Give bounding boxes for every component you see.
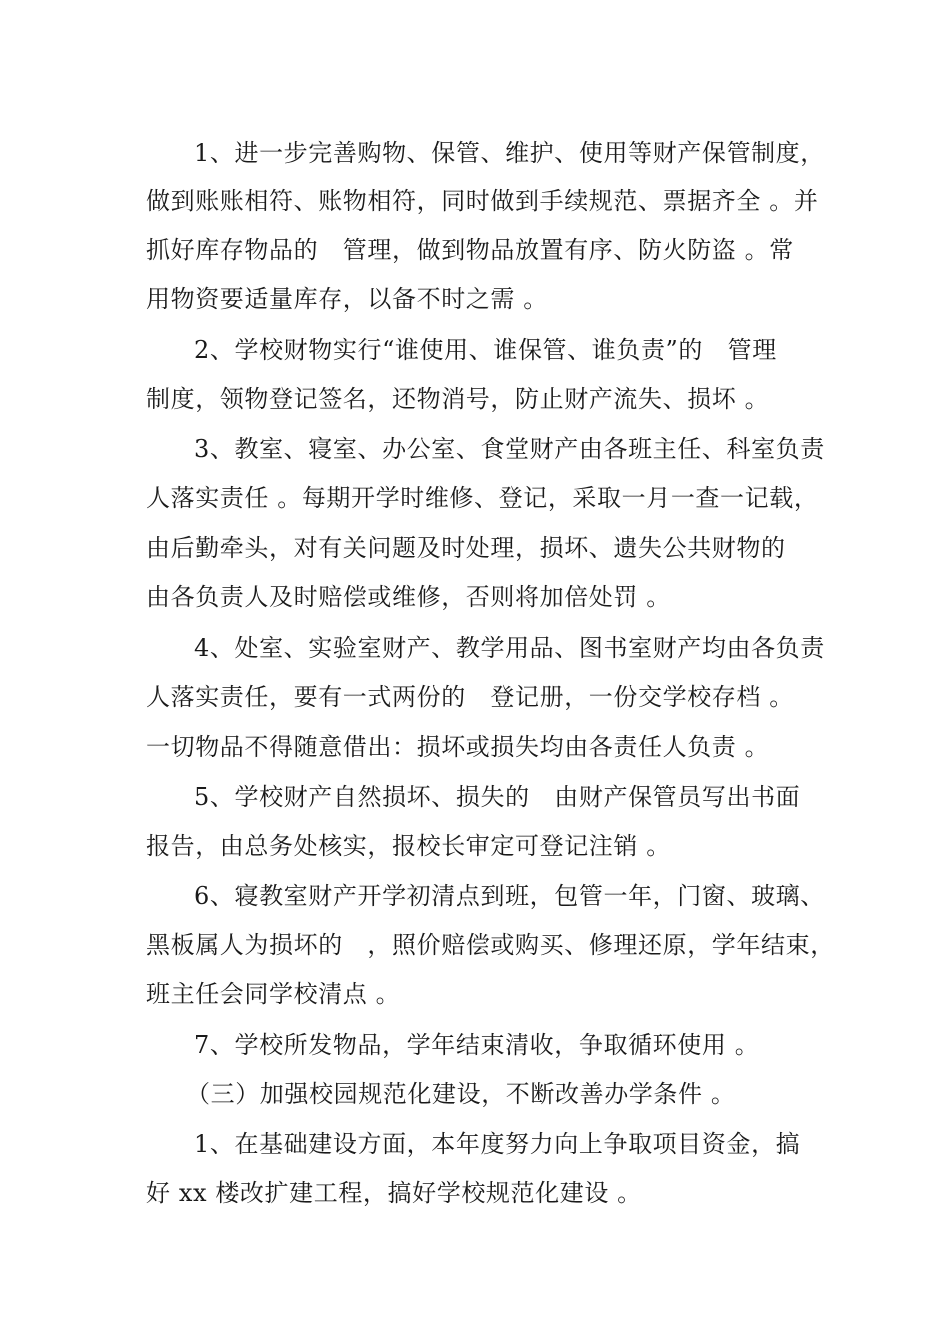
text-line: 一切物品不得随意借出：损坏或损失均由各责任人负责 。	[146, 733, 770, 761]
text-line: 好 xx 楼改扩建工程，搞好学校规范化建设 。	[146, 1179, 642, 1207]
text-line: 人落实责任，要有一式两份的 登记册，一份交学校存档 。	[146, 683, 794, 711]
text-line: 由后勤牵头，对有关问题及时处理，损坏、遗失公共财物的	[146, 534, 786, 562]
text-line: 黑板属人为损坏的 ，照价赔偿或购买、修理还原，学年结束，	[146, 931, 835, 959]
text-line: 5、学校财产自然损坏、损失的 由财产保管员写出书面	[194, 783, 801, 811]
text-line: 报告，由总务处核实，报校长审定可登记注销 。	[146, 832, 671, 860]
text-line: 7、学校所发物品，学年结束清收，争取循环使用 。	[194, 1031, 760, 1059]
text-line: 抓好库存物品的 管理，做到物品放置有序、防火防盗 。常	[146, 236, 794, 264]
text-line: 人落实责任 。每期开学时维修、登记，采取一月一查一记载，	[146, 484, 819, 512]
text-line: 班主任会同学校清点 。	[146, 980, 401, 1008]
text-line: 4、处室、实验室财产、教学用品、图书室财产均由各负责	[194, 634, 825, 662]
text-line: 6、寝教室财产开学初清点到班，包管一年，门窗、玻璃、	[194, 882, 825, 910]
text-line: 由各负责人及时赔偿或维修，否则将加倍处罚 。	[146, 583, 671, 611]
section-heading: （三）加强校园规范化建设，不断改善办学条件 。	[186, 1080, 736, 1108]
text-line: 1、进一步完善购物、保管、维护、使用等财产保管制度，	[194, 139, 825, 167]
text-line: 1、在基础建设方面，本年度努力向上争取项目资金，搞	[194, 1130, 801, 1158]
text-line: 2、学校财物实行“谁使用、谁保管、谁负责”的 管理	[194, 336, 777, 364]
text-line: 制度，领物登记签名，还物消号，防止财产流失、损坏 。	[146, 385, 770, 413]
text-line: 用物资要适量库存，以备不时之需 。	[146, 285, 548, 313]
text-line: 3、教室、寝室、办公室、食堂财产由各班主任、科室负责	[194, 435, 825, 463]
text-line: 做到账账相符、账物相符，同时做到手续规范、票据齐全 。并	[146, 187, 819, 215]
